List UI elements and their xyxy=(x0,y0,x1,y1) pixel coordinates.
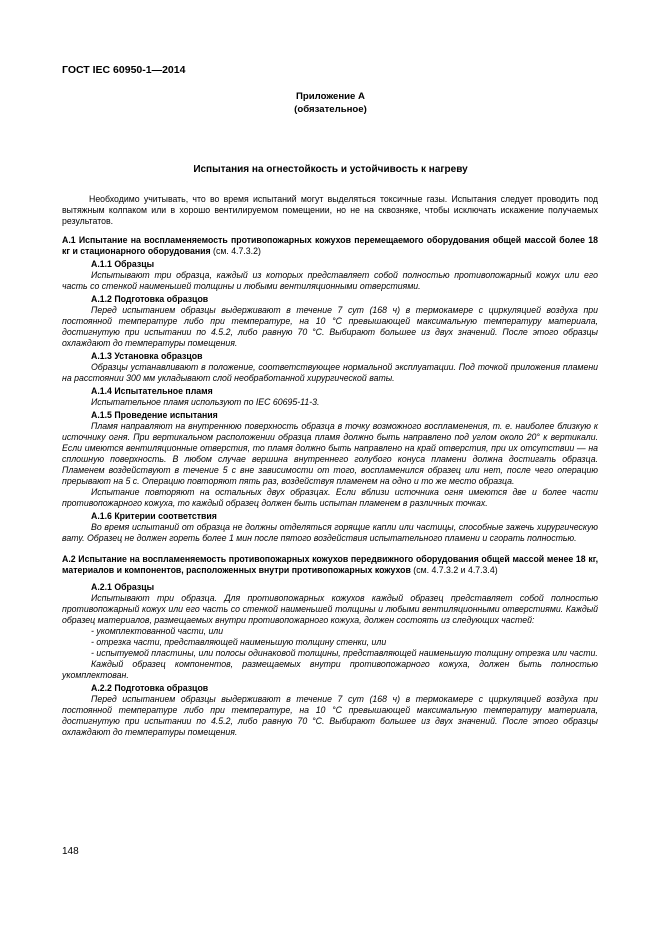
annex-title: Приложение А xyxy=(296,91,365,102)
standard-header: ГОСТ IEC 60950-1—2014 xyxy=(62,64,186,76)
a1-5-text-2: Испытание повторяют на остальных двух образцах. Если вблизи источника огня имеются две и более части противопожарного кожуха, то каждый образец должен быть испытан пламенем в различных точках. xyxy=(62,487,598,508)
a1-5-text-1: Пламя направляют на внутреннюю поверхность образца в точку возможного воспламенения, т. е. наиболее близкую к источнику огня. При вертикальном расположении образца пламя должно быть направлено под углом около 20° к вертикали. Если имеются вентиляционные отверстия, то пламя должно быть направлено на край отверстия, при их отсутствии — на сплошную поверхность. В любом случае вершина внутреннего голубого конуса пламени должна достигать образца. Пламенем воздействуют в течение 5 с вне зависимости от того, воспламенился образец или нет, после чего операцию прерывают на 5 с. Операцию повторяют пять раз, воздействуя пламенем на одно и то же место образца. xyxy=(62,421,598,486)
annex-status: (обязательное) xyxy=(294,104,367,115)
section-a2-ref: (см. 4.7.3.2 и 4.7.3.4) xyxy=(410,565,498,575)
a1-6-heading: А.1.6 Критерии соответствия xyxy=(91,511,217,521)
a1-3-heading: А.1.3 Установка образцов xyxy=(91,351,203,361)
a2-1-text: Испытывают три образца. Для противопожарных кожухов каждый образец представляет собой полностью противопожарный кожух или его часть со стенкой наименьшей толщины и любыми вентиляционными отверстиями. Каждый образец материалов, размещаемых внутри противопожарного кожуха, должен состоять из следующих частей: xyxy=(62,593,598,625)
a2-1-list-item-2: - отрезка части, представляющей наименьшую толщину стенки, или xyxy=(91,637,387,647)
a2-1-heading: А.2.1 Образцы xyxy=(91,582,155,592)
section-a1-ref: (см. 4.7.3.2) xyxy=(210,246,261,256)
a2-2-text: Перед испытанием образцы выдерживают в течение 7 сут (168 ч) в термокамере с циркуляцией воздуха при постоянной температуре либо при температуре, на 10 °С превышающей максимальную температуру материала, достигнутую при испытании по 4.5.2, либо равную 70 °С. Выбирают большее из двух значений. После этого образцы охлаждают до температуры помещения. xyxy=(62,694,598,737)
document-body xyxy=(62,194,598,738)
a1-6-text: Во время испытаний от образца не должны отделяться горящие капли или частицы, способные зажечь хирургическую вату. Образец не должен гореть более 1 мин после пятого воздействия испытательного пламени и сгорать полностью. xyxy=(62,522,598,543)
section-a2-title: А.2 Испытание на воспламеняемость противопожарных кожухов передвижного оборудования общей массой менее 18 кг, материалов и компонентов, расположенных внутри противопожарных кожухов xyxy=(62,554,598,575)
a1-1-text: Испытывают три образца, каждый из которых представляет собой полностью противопожарный кожух или его часть со стенкой наименьшей толщины и любыми вентиляционными отверстиями. xyxy=(62,270,598,291)
a1-4-heading: А.1.4 Испытательное пламя xyxy=(91,386,213,396)
section-a1-title: А.1 Испытание на воспламеняемость противопожарных кожухов перемещаемого оборудования общей массой более 18 кг и стационарного оборудования xyxy=(62,235,598,256)
a2-1-text-2: Каждый образец компонентов, размещаемых внутри противопожарного кожуха, должен быть полностью укомплектован. xyxy=(62,659,598,680)
section-a1-heading xyxy=(62,235,598,257)
a1-3-text: Образцы устанавливают в положение, соответствующее нормальной эксплуатации. Под точкой приложения пламени на расстоянии 300 мм укладывают слой необработанной хирургической ваты. xyxy=(62,362,598,383)
a1-2-heading: А.1.2 Подготовка образцов xyxy=(91,294,209,304)
section-a2-heading xyxy=(62,554,598,576)
intro-paragraph: Необходимо учитывать, что во время испытаний могут выделяться токсичные газы. Испытания следует проводить под вытяжным колпаком или в хорошо вентилируемом помещении, но не на сквозняке, чтобы исключать искажение получаемых результатов. xyxy=(62,194,598,226)
main-title: Испытания на огнестойкость и устойчивость к нагреву xyxy=(193,164,468,175)
a1-1-heading: А.1.1 Образцы xyxy=(91,259,155,269)
a1-4-text: Испытательное пламя используют по IEC 60695-11-3. xyxy=(91,397,320,407)
a1-2-text: Перед испытанием образцы выдерживают в течение 7 сут (168 ч) в термокамере с циркуляцией воздуха при постоянной температуре либо при температуре, на 10 °С превышающей максимальную температуру материала, достигнутую при испытании по 4.5.2, либо равную 70 °С. Выбирают большее из двух значений. После этого образцы охлаждают до температуры помещения. xyxy=(62,305,598,348)
a1-5-heading: А.1.5 Проведение испытания xyxy=(91,410,218,420)
page-number: 148 xyxy=(62,846,79,857)
a2-1-list-item-3: - испытуемой пластины, или полосы одинаковой толщины, представляющей наименьшую толщину отрезка или части. xyxy=(91,648,598,658)
a2-1-list-item-1: - укомплектованной части, или xyxy=(91,626,224,636)
a2-2-heading: А.2.2 Подготовка образцов xyxy=(91,683,209,693)
